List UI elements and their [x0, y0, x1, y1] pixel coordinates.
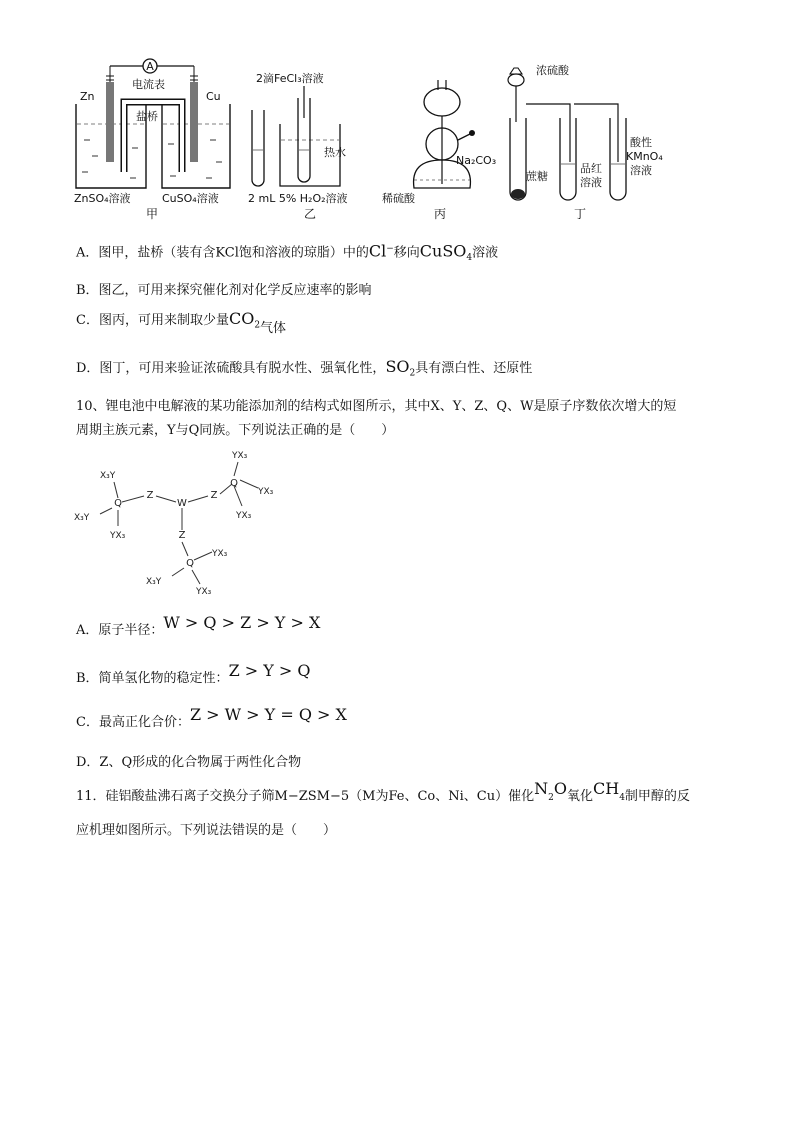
atom-z-1: Z — [146, 490, 154, 501]
group-x3y-bottom: X₃Y — [146, 577, 162, 587]
conc-acid-label: 浓硫酸 — [536, 64, 569, 77]
q11-text: 11．硅铝酸盐沸石离子交换分子筛M−ZSM−5（M为Fe、Co、Ni、Cu）催化 — [76, 789, 535, 804]
fecl3-label: 2滴FeCl₃溶液 — [256, 72, 324, 85]
group-x3y-top: X₃Y — [100, 471, 116, 481]
q11-stem-line2: 应机理如图所示。下列说法错误的是（ ） — [76, 823, 337, 838]
q9-a-cuso4: CuSO — [419, 241, 467, 261]
q9-a-cl: Cl — [368, 241, 387, 261]
q9-d-text: D．图丁，可用来验证浓硫酸具有脱水性、强氧化性， — [76, 361, 386, 376]
q11-ch: CH — [592, 779, 620, 798]
zn-label: Zn — [80, 90, 95, 103]
pinhong-label-2: 溶液 — [580, 176, 602, 189]
figure-jia — [74, 59, 230, 221]
na2co3-label: Na₂CO₃ — [456, 154, 497, 167]
q9-d-post: 具有漂白性、还原性 — [415, 361, 533, 376]
kmno4-label-2: KMnO₄ — [626, 150, 663, 163]
q9-a-cuso4-sub: 4 — [466, 252, 473, 263]
meter-label: 电流表 — [132, 78, 165, 91]
q10-option-c — [76, 705, 347, 732]
q11-ch4-sub: 4 — [619, 792, 625, 803]
q10-structure-diagram — [72, 446, 302, 596]
q11-post: 制甲醇的反 — [624, 789, 690, 804]
figure-yi — [248, 71, 348, 221]
q11-n: N — [534, 779, 549, 798]
group-yx3-top: YX₃ — [232, 451, 248, 461]
dilute-acid-label: 稀硫酸 — [382, 192, 415, 205]
group-yx3-q-left: YX₃ — [110, 531, 126, 541]
atom-q-left: Q — [114, 498, 122, 509]
q9-a-post: 溶液 — [472, 245, 499, 261]
pinhong-label-1: 品红 — [580, 162, 602, 175]
q9-c-post: 气体 — [260, 321, 287, 336]
q9-option-c — [76, 310, 286, 335]
group-yx3-right1: YX₃ — [258, 487, 274, 497]
atom-z-2: Z — [210, 490, 218, 501]
cuso4-label: CuSO₄溶液 — [162, 192, 219, 205]
caption-yi: 乙 — [304, 207, 317, 221]
q10-a-expr: W > Q > Z > Y > X — [163, 613, 321, 632]
q11-o: O — [553, 779, 567, 798]
sucrose-label: 蔗糖 — [526, 170, 548, 183]
apparatus-figures — [70, 52, 670, 222]
kmno4-label-1: 酸性 — [630, 136, 652, 149]
group-yx3-bottom2: YX₃ — [196, 587, 212, 596]
q9-a-cl-charge: − — [386, 244, 394, 254]
q9-d-so2-sub: 2 — [409, 368, 416, 379]
q10-c-text: C．最高正化合价： — [76, 715, 190, 730]
q10-option-b — [76, 661, 311, 688]
atom-w: W — [177, 498, 187, 509]
q9-a-text: A．图甲，盐桥（装有含KCl饱和溶液的琼脂）中的 — [76, 245, 369, 261]
q10-stem-line1: 10、锂电池中电解液的某功能添加剂的结构式如图所示，其中X、Y、Z、Q、W是原子序数依次增大的短 — [76, 399, 677, 414]
q10-b-text: B．简单氢化物的稳定性： — [76, 671, 229, 686]
ammeter-symbol: A — [146, 60, 154, 73]
q9-option-a — [76, 240, 498, 267]
q9-d-so2: SO — [385, 357, 410, 376]
atom-q-right: Q — [230, 478, 238, 489]
salt-bridge-label: 盐桥 — [136, 110, 158, 123]
figure-bing — [382, 80, 496, 221]
figure-ding — [508, 63, 663, 221]
q11-stem-line1 — [76, 779, 690, 811]
hot-water-label: 热水 — [324, 146, 346, 159]
caption-jia: 甲 — [146, 207, 159, 221]
q9-a-mid: 移向 — [393, 245, 420, 261]
h2o2-label: 2 mL 5% H₂O₂溶液 — [248, 192, 348, 205]
q9-c-text: C．图丙，可用来制取少量 — [76, 313, 229, 328]
q9-option-b: B．图乙，可用来探究催化剂对化学反应速率的影响 — [76, 283, 372, 298]
q10-c-expr: Z > W > Y = Q > X — [189, 705, 347, 724]
q10-b-expr: Z > Y > Q — [228, 661, 311, 680]
atom-q-bottom: Q — [186, 558, 194, 569]
group-yx3-bottom1: YX₃ — [212, 549, 228, 559]
q9-c-co2: CO — [228, 309, 255, 328]
q11-n2o-sub: 2 — [548, 792, 554, 803]
caption-bing: 丙 — [434, 207, 447, 221]
cu-label: Cu — [206, 90, 221, 103]
kmno4-label-3: 溶液 — [630, 164, 652, 177]
q9-c-co2-sub: 2 — [254, 320, 261, 331]
q10-stem-line2: 周期主族元素，Y与Q同族。下列说法正确的是（ ） — [76, 423, 395, 438]
q10-a-text: A．原子半径： — [76, 623, 164, 638]
atom-z-3: Z — [178, 530, 186, 541]
group-yx3-right2: YX₃ — [236, 511, 252, 521]
q10-option-a — [76, 613, 321, 640]
group-x3y-left: X₃Y — [74, 513, 90, 523]
q9-option-d — [76, 358, 532, 383]
q11-mid: 氧化 — [566, 789, 593, 804]
znso4-label: ZnSO₄溶液 — [74, 192, 131, 205]
q10-option-d: D．Z、Q形成的化合物属于两性化合物 — [76, 755, 302, 770]
caption-ding: 丁 — [574, 207, 587, 221]
